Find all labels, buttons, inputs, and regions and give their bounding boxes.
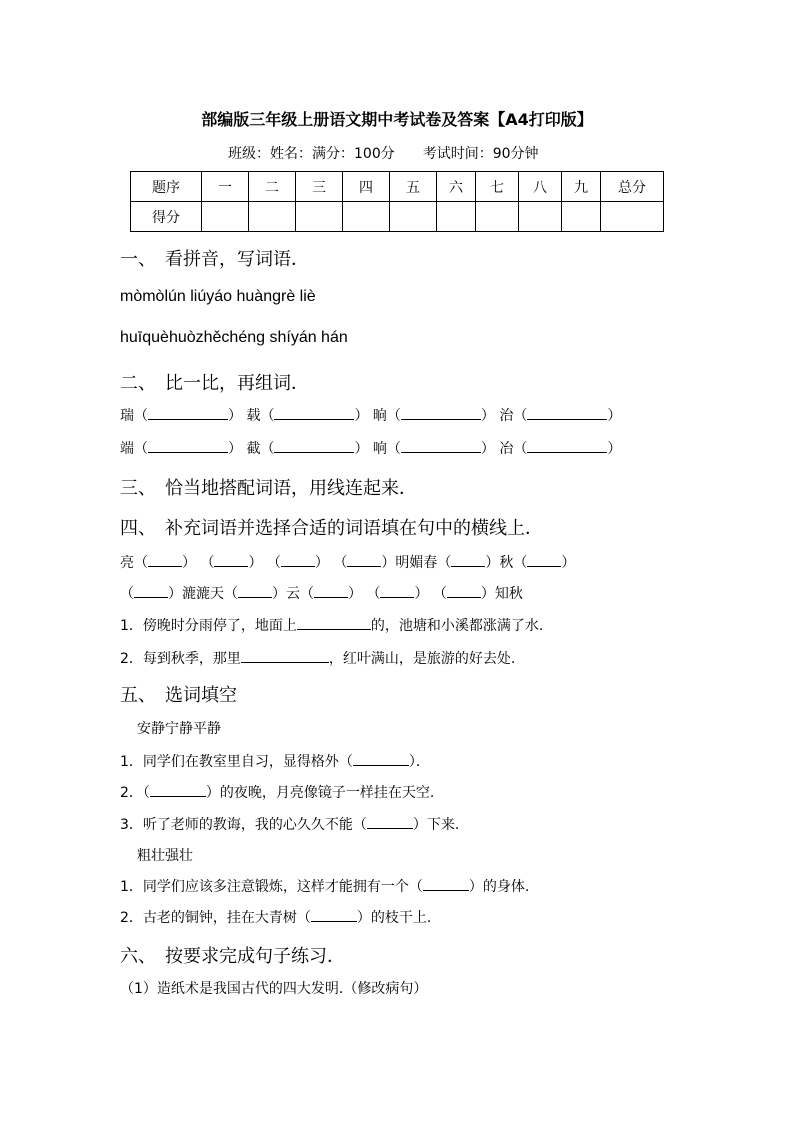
answer-blank[interactable]	[311, 907, 357, 922]
exam-info: 班级：姓名：满分：100分 考试时间：90分钟	[228, 146, 539, 162]
pinyin-line-2: huīquèhuòzhěchéng shíyán hán	[120, 329, 348, 346]
answer-blank[interactable]	[401, 438, 481, 453]
question-5-4: 1．同学们应该多注意锻炼，这样才能拥有一个（ ）的身体.	[120, 876, 529, 896]
table-cell: 一	[202, 172, 249, 202]
score-input-cell[interactable]	[202, 202, 249, 232]
answer-blank[interactable]	[148, 438, 228, 453]
table-cell: 五	[390, 172, 437, 202]
answer-blank[interactable]	[134, 583, 168, 598]
question-5-2: 2．（ ）的夜晚，月亮像镜子一样挂在天空.	[120, 782, 434, 802]
answer-blank[interactable]	[423, 876, 469, 891]
answer-blank[interactable]	[527, 405, 607, 420]
compare-row-2: 端（ ） 截（ ） 响（ ） 冶（ ）	[120, 438, 621, 458]
section-3-heading: 三、 恰当地搭配词语，用线连起来．	[120, 478, 417, 499]
question-4-2: 2．每到秋季，那里 ，红叶满山，是旅游的好去处.	[120, 648, 515, 668]
score-input-cell[interactable]	[519, 202, 562, 232]
table-cell: 三	[296, 172, 343, 202]
answer-blank[interactable]	[150, 782, 206, 797]
question-6-1: （1）造纸术是我国古代的四大发明.（修改病句）	[120, 981, 428, 997]
question-5-1: 1．同学们在教室里自习，显得格外（ ）．	[120, 751, 430, 771]
answer-blank[interactable]	[214, 552, 248, 567]
char: 治	[499, 408, 514, 424]
answer-blank[interactable]	[347, 552, 381, 567]
score-table	[130, 171, 664, 232]
answer-blank[interactable]	[353, 751, 409, 766]
section-2-heading: 二、 比一比，再组词．	[120, 373, 309, 394]
answer-blank[interactable]	[451, 552, 485, 567]
word-choices-2: 粗壮强壮	[137, 848, 193, 864]
char: 晌	[372, 408, 387, 424]
answer-blank[interactable]	[297, 615, 371, 630]
answer-blank[interactable]	[527, 438, 607, 453]
score-input-cell[interactable]	[562, 202, 601, 232]
score-input-cell[interactable]	[296, 202, 343, 232]
table-cell: 二	[249, 172, 296, 202]
answer-blank[interactable]	[281, 552, 315, 567]
answer-blank[interactable]	[241, 648, 329, 663]
table-cell: 七	[476, 172, 519, 202]
compare-row-1: 瑞（ ） 载（ ） 晌（ ） 治（ ）	[120, 405, 621, 425]
answer-blank[interactable]	[314, 583, 348, 598]
answer-blank[interactable]	[148, 405, 228, 420]
section-1-heading: 一、 看拼音，写词语．	[120, 249, 309, 270]
score-input-cell[interactable]	[343, 202, 390, 232]
table-cell: 总分	[601, 172, 664, 202]
word-choices-1: 安静宁静平静	[137, 721, 221, 737]
answer-blank[interactable]	[238, 583, 272, 598]
char: 截	[246, 441, 261, 457]
answer-blank[interactable]	[447, 583, 481, 598]
answer-blank[interactable]	[274, 405, 354, 420]
answer-blank[interactable]	[148, 552, 182, 567]
score-input-cell[interactable]	[437, 202, 476, 232]
word: 云	[286, 586, 300, 602]
answer-blank[interactable]	[527, 552, 561, 567]
word: 明媚春	[395, 555, 438, 571]
table-cell: 八	[519, 172, 562, 202]
score-input-cell[interactable]	[249, 202, 296, 232]
score-input-cell[interactable]	[476, 202, 519, 232]
table-cell: 四	[343, 172, 390, 202]
answer-blank[interactable]	[367, 814, 413, 829]
word: 亮	[120, 555, 134, 571]
char: 瑞	[120, 408, 134, 424]
answer-blank[interactable]	[380, 583, 414, 598]
section-6-heading: 六、 按要求完成句子练习．	[120, 946, 345, 967]
table-cell: 九	[562, 172, 601, 202]
answer-blank[interactable]	[274, 438, 354, 453]
section-4-heading: 四、 补充词语并选择合适的词语填在句中的横线上．	[120, 518, 543, 539]
question-4-1: 1．傍晚时分雨停了，地面上 的，池塘和小溪都涨满了水.	[120, 615, 543, 635]
table-row	[131, 172, 664, 202]
section-5-heading: 五、 选词填空	[120, 685, 237, 706]
question-5-3: 3．听了老师的教诲，我的心久久不能（ ）下来.	[120, 814, 459, 834]
table-cell: 题序	[131, 172, 202, 202]
char: 冶	[499, 441, 514, 457]
answer-blank[interactable]	[401, 405, 481, 420]
idiom-row-1: 亮（ ） （ ） （ ） （ ）明媚春（ ）秋（ ）	[120, 552, 575, 572]
table-cell: 得分	[131, 202, 202, 232]
table-row	[131, 202, 664, 232]
pinyin-line-1: mòmòlún liúyáo huàngrè liè	[120, 288, 316, 305]
word: 漉漉天	[182, 586, 224, 602]
page-title: 部编版三年级上册语文期中考试卷及答案【A4打印版】	[201, 110, 593, 129]
question-5-5: 2．古老的铜钟，挂在大青树（ ）的枝干上.	[120, 907, 431, 927]
score-input-cell[interactable]	[390, 202, 437, 232]
char: 响	[372, 441, 387, 457]
char: 载	[246, 408, 261, 424]
word: 知秋	[494, 586, 523, 602]
idiom-row-2: （ ）漉漉天（ ）云（ ） （ ） （ ）知秋	[120, 583, 523, 603]
score-input-cell[interactable]	[601, 202, 664, 232]
char: 端	[120, 441, 134, 457]
word: 秋	[499, 555, 514, 571]
table-cell: 六	[437, 172, 476, 202]
